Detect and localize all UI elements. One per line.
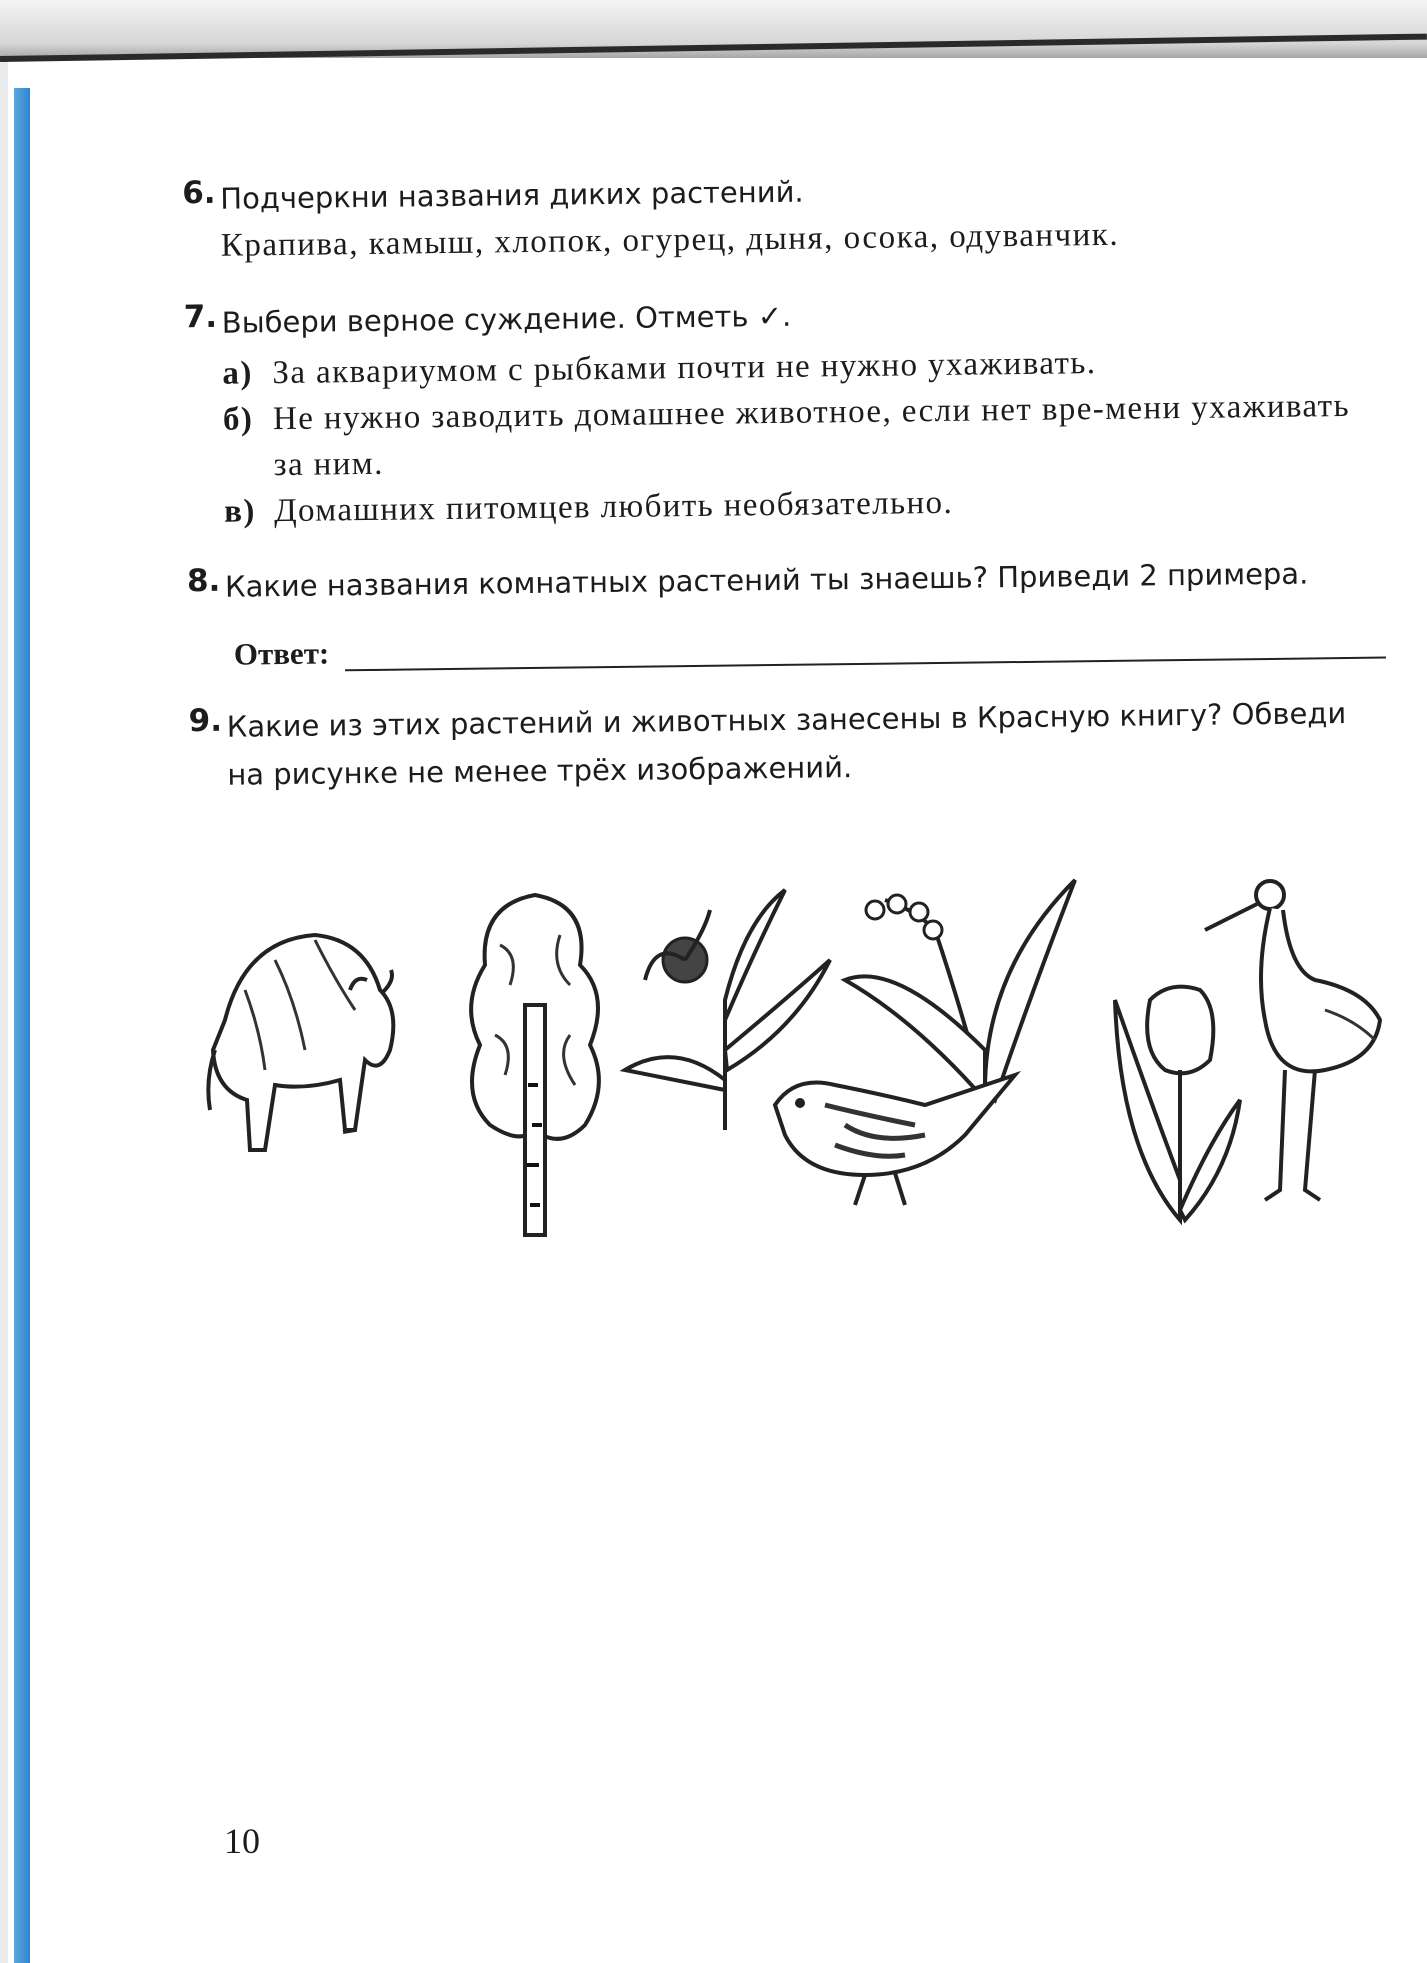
option-text: За аквариумом с рыбками почти не нужно ухаживать. <box>272 345 1097 392</box>
task-question: Подчеркни названия диких растений. <box>220 174 804 216</box>
task-7 <box>183 285 1385 535</box>
crane-illustration[interactable] <box>1195 870 1395 1220</box>
task-9 <box>188 689 1387 799</box>
task-number: 7. <box>183 298 218 336</box>
option-letter: а) <box>222 355 253 392</box>
option-text: Не нужно заводить домашнее животное, если нет вре-мени ухаживать за ним. <box>272 387 1351 484</box>
option-letter: б) <box>222 401 254 438</box>
task-number: 6. <box>182 174 216 212</box>
tasks-area <box>182 161 1388 821</box>
task-question: Какие из этих растений и животных занесены в Красную книгу? Обведи на рисунке не менее трёх изображений. <box>226 696 1347 792</box>
answer-label: Ответ: <box>233 635 330 672</box>
task-question: Какие названия комнатных растений ты знаешь? Приведи 2 примера. <box>224 556 1309 604</box>
answer-field[interactable] <box>234 623 1386 673</box>
illustrations <box>205 870 1390 1240</box>
page-number: 10 <box>224 1821 260 1861</box>
birch-tree-illustration[interactable] <box>460 885 610 1245</box>
bison-illustration[interactable] <box>205 900 405 1200</box>
answer-options <box>222 337 1384 535</box>
task-question: Выбери верное суждение. Отметь ✓. <box>221 298 792 340</box>
answer-line[interactable] <box>345 627 1386 672</box>
task-number: 9. <box>188 702 223 740</box>
option-text: Домашних питомцев любить необязательно. <box>273 484 954 530</box>
sparrow-illustration[interactable] <box>765 1065 1025 1215</box>
task-number: 8. <box>186 562 221 600</box>
plant-words[interactable]: Крапива, камыш, хлопок, огурец, дыня, осока, одуванчик. <box>220 216 1120 264</box>
answer-option[interactable] <box>223 383 1384 489</box>
task-6 <box>182 161 1381 269</box>
page-side-bar <box>14 88 30 1963</box>
option-letter: в) <box>223 493 256 530</box>
task-8 <box>186 549 1386 673</box>
